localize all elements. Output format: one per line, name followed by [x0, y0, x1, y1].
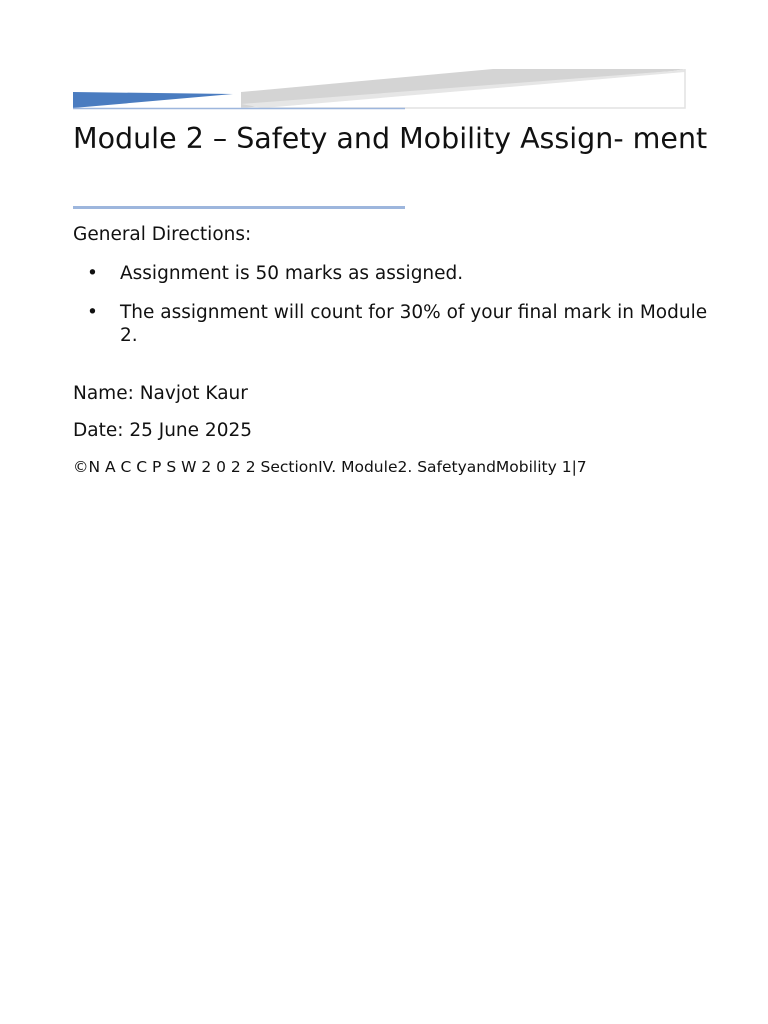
banner-blue-wedge	[73, 92, 233, 108]
document-title: Module 2 – Safety and Mobility Assign- ment	[73, 122, 708, 155]
bullet-icon: •	[87, 263, 98, 284]
title-underline	[73, 206, 405, 209]
list-item	[73, 262, 713, 285]
header-banner	[73, 68, 687, 110]
submission-date: Date: 25 June 2025	[73, 420, 253, 441]
bullet-icon: •	[87, 302, 98, 323]
directions-heading: General Directions:	[73, 224, 252, 245]
directions-list	[73, 262, 713, 363]
list-item-text: The assignment will count for 30% of your final mark in Module 2.	[120, 302, 708, 346]
page-footer: ©N A C C P S W 2 0 2 2 SectionIV. Module2. SafetyandMobility 1|7	[73, 458, 587, 476]
list-item-text: Assignment is 50 marks as assigned.	[120, 263, 464, 284]
list-item	[73, 301, 713, 347]
student-name: Name: Navjot Kaur	[73, 383, 248, 404]
